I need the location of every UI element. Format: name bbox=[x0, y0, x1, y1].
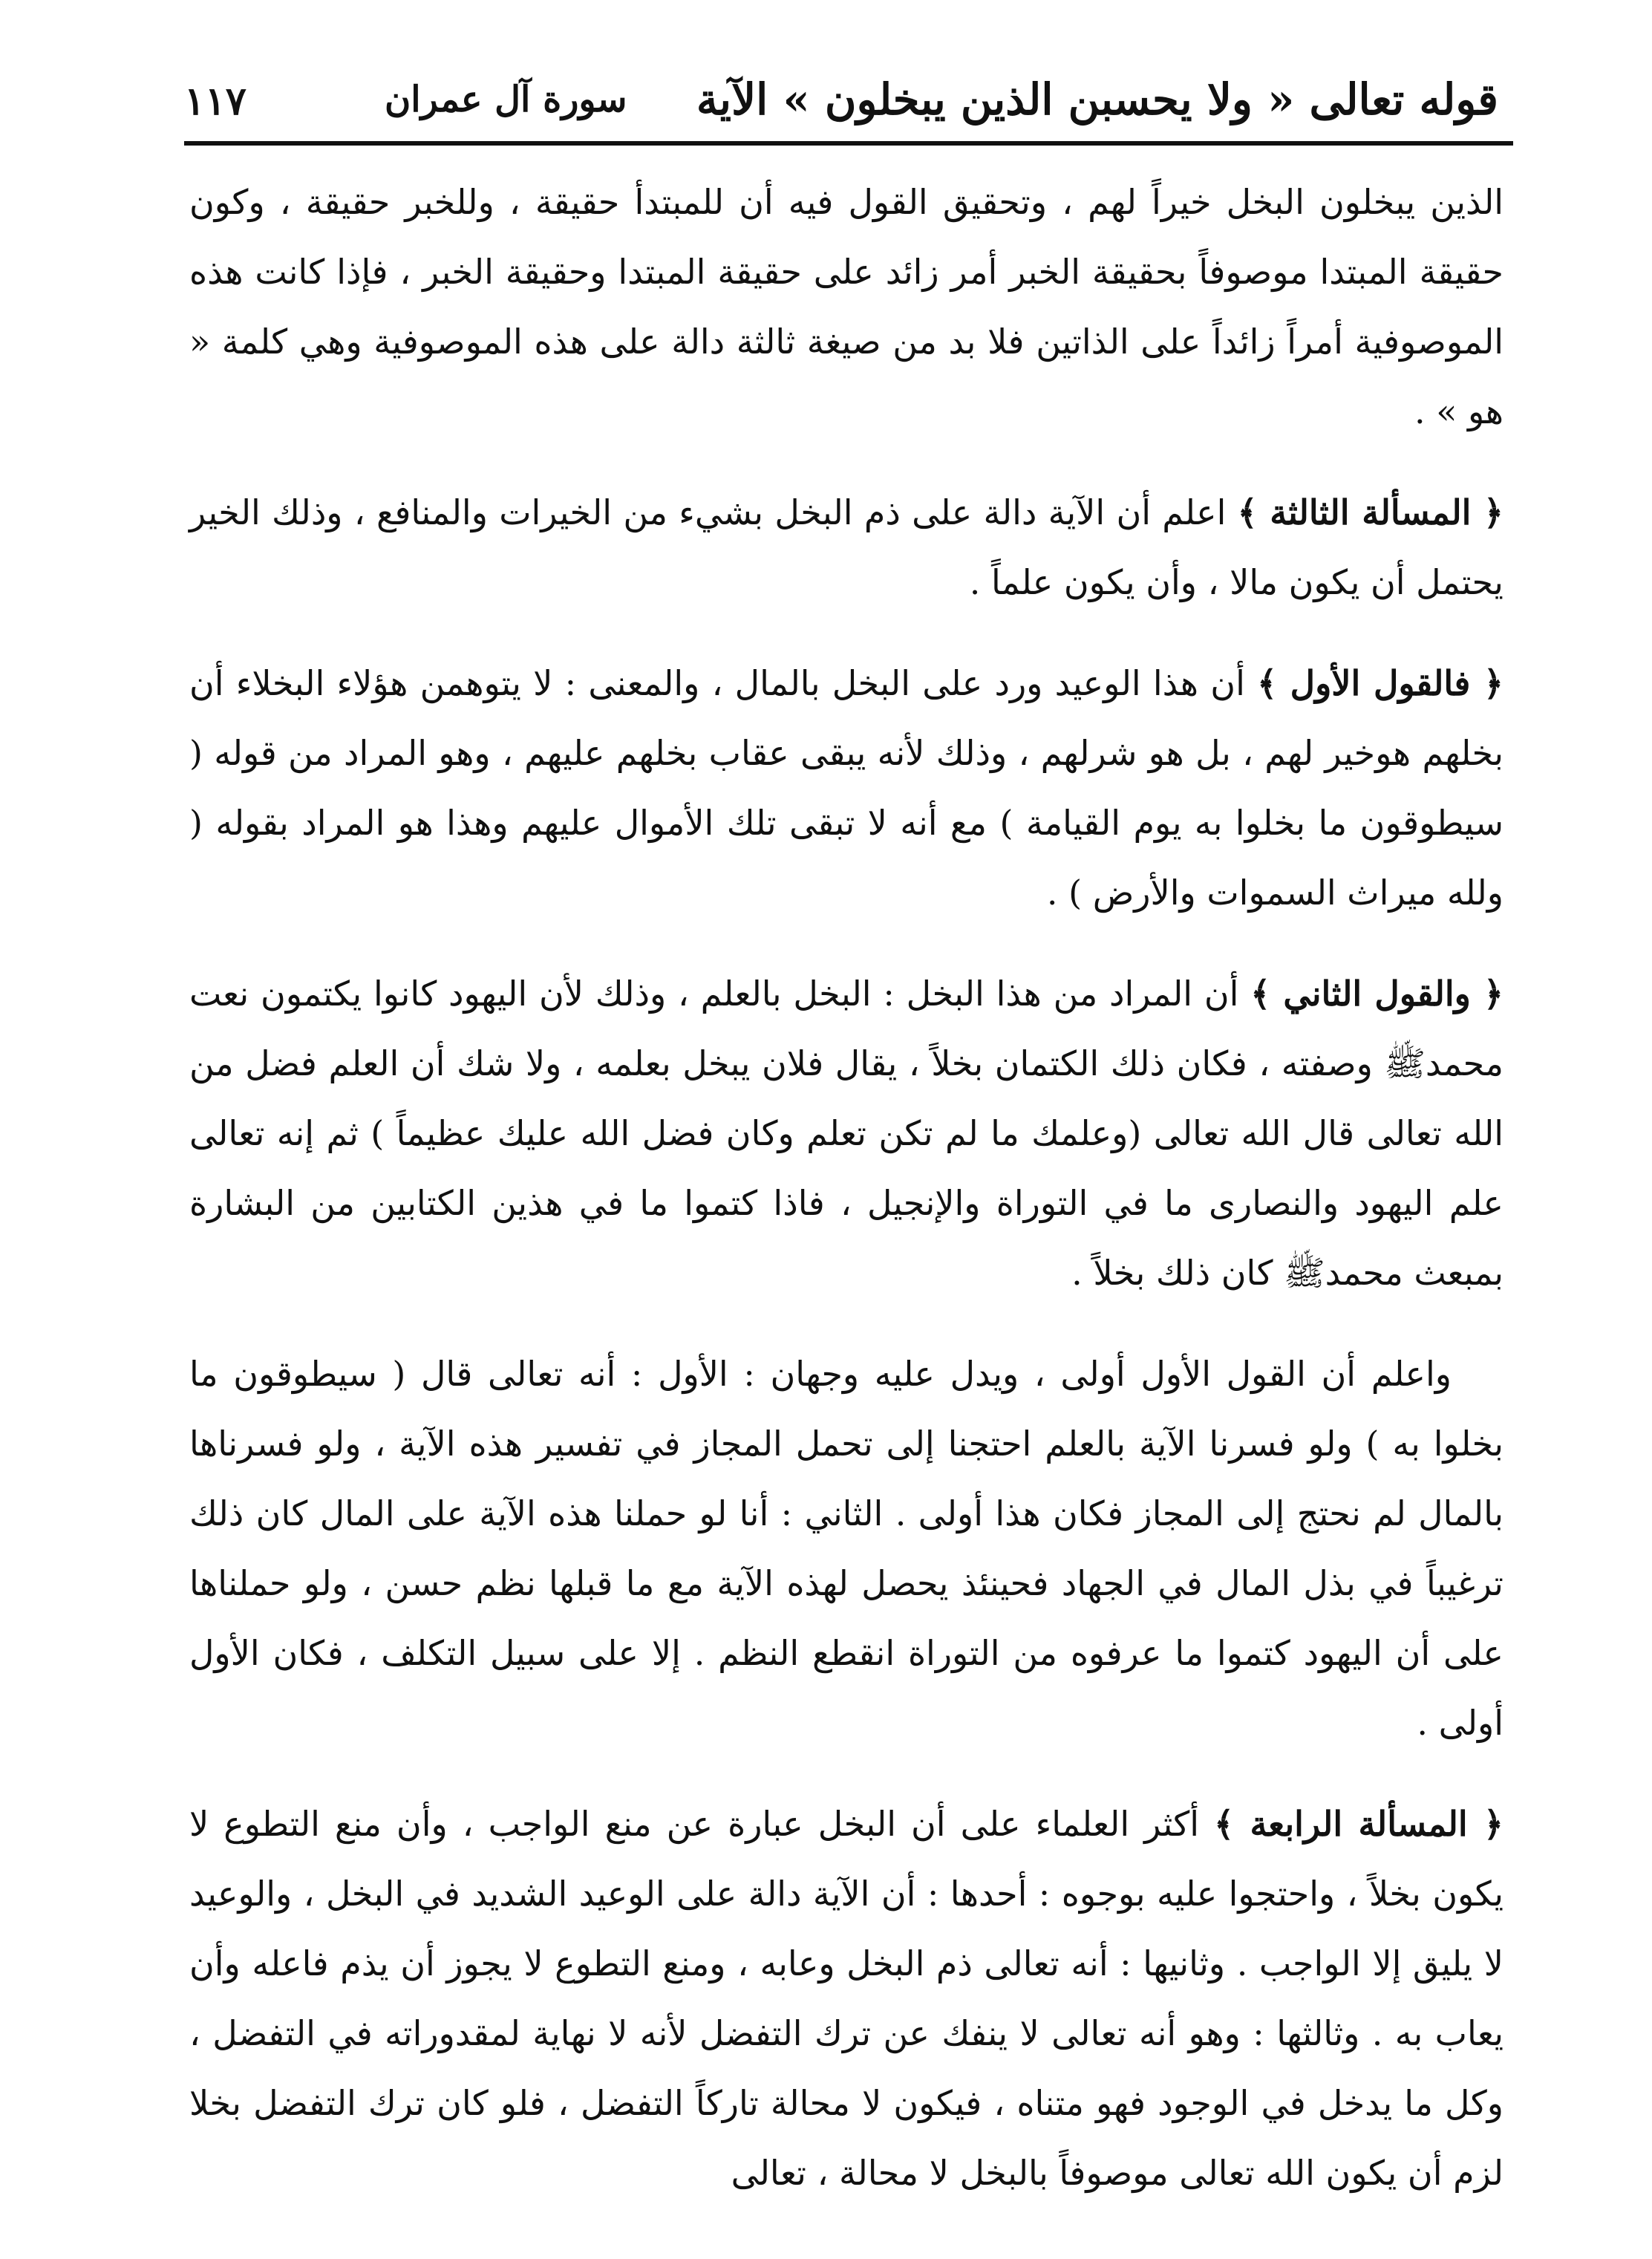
paragraph-text: أن المراد من هذا البخل : البخل بالعلم ، وذلك لأن اليهود كانوا يكتمون نعت محمدﷺ وصفته ، فكان ذلك الكتمان بخلاً ، يقال فلان يبخل بعلمه ، ولا شك أن العلم فضل من الله تعالى قال الله تعالى (وعلمك ما لم تكن تعلم وكان فضل الله عليك عظيماً ) ثم إنه تعالى علم اليهود والنصارى ما في التوراة والإنجيل ، فاذا كتموا ما في هذين الكتابين من البشارة بمبعث محمدﷺ كان ذلك بخلاً . bbox=[189, 974, 1504, 1293]
paragraph-5 bbox=[189, 1339, 1504, 1758]
page-number: ١١٧ bbox=[184, 79, 247, 124]
paragraph-4 bbox=[189, 959, 1504, 1308]
running-title: قوله تعالى « ولا يحسبن الذين يبخلون » الآية bbox=[696, 74, 1498, 125]
paragraph-text: أكثر العلماء على أن البخل عبارة عن منع الواجب ، وأن منع التطوع لا يكون بخلاً ، واحتجوا عليه بوجوه : أحدها : أن الآية دالة على الوعيد الشديد في البخل ، والوعيد لا يليق إلا الواجب . وثانيها : أنه تعالى ذم البخل وعابه ، ومنع التطوع لا يجوز أن يذم فاعله وأن يعاب به . وثالثها : وهو أنه تعالى لا ينفك عن ترك التفضل لأنه لا نهاية لمقدوراته في التفضل ، وكل ما يدخل في الوجود فهو متناه ، فيكون لا محالة تاركاً التفضل ، فلو كان ترك التفضل بخلا لزم أن يكون الله تعالى موصوفاً بالبخل لا محالة ، تعالى bbox=[189, 1804, 1504, 2193]
paragraph-1 bbox=[189, 167, 1504, 446]
paragraph-6 bbox=[189, 1789, 1504, 2208]
paragraph-3 bbox=[189, 648, 1504, 928]
page-header bbox=[184, 68, 1498, 143]
header-divider bbox=[184, 141, 1513, 146]
section-heading: ﴿ المسألة الثالثة ﴾ bbox=[1237, 492, 1504, 532]
paragraph-text: واعلم أن القول الأول أولى ، ويدل عليه وجهان : الأول : أنه تعالى قال ( سيطوقون ما بخلوا به ) ولو فسرنا الآية بالعلم احتجنا إلى تحمل المجاز في تفسير هذه الآية ، ولو فسرناها بالمال لم نحتج إلى المجاز فكان هذا أولى . الثاني : أنا لو حملنا هذه الآية على المال كان ذلك ترغيباً في بذل المال في الجهاد فحينئذ يحصل لهذه الآية مع ما قبلها نظم حسن ، ولو حملناها على أن اليهود كتموا ما عرفوه من التوراة انقطع النظم . إلا على سبيل التكلف ، فكان الأول أولى . bbox=[189, 1354, 1504, 1743]
surah-name: سورة آل عمران bbox=[385, 79, 627, 120]
paragraph-2 bbox=[189, 477, 1504, 617]
paragraph-text: اعلم أن الآية دالة على ذم البخل بشيء من الخيرات والمنافع ، وذلك الخير يحتمل أن يكون مالا ، وأن يكون علماً . bbox=[189, 492, 1504, 602]
section-heading: ﴿ المسألة الرابعة ﴾ bbox=[1214, 1804, 1504, 1844]
paragraph-text: الذين يبخلون البخل خيراً لهم ، وتحقيق القول فيه أن للمبتدأ حقيقة ، وللخبر حقيقة ، وكون حقيقة المبتدا موصوفاً بحقيقة الخبر أمر زائد على حقيقة المبتدا وحقيقة الخبر ، فإذا كانت هذه الموصوفية أمراً زائداً على الذاتين فلا بد من صيغة ثالثة دالة على هذه الموصوفية وهي كلمة « هو » . bbox=[189, 182, 1504, 431]
paragraph-text: أن هذا الوعيد ورد على البخل بالمال ، والمعنى : لا يتوهمن هؤلاء البخلاء أن بخلهم هوخير لهم ، بل هو شرلهم ، وذلك لأنه يبقى عقاب بخلهم عليهم ، وهو المراد من قوله ( سيطوقون ما بخلوا به يوم القيامة ) مع أنه لا تبقى تلك الأموال عليهم وهذا هو المراد بقوله ( ولله ميراث السموات والأرض ) . bbox=[189, 663, 1504, 913]
section-heading: ﴿ والقول الثاني ﴾ bbox=[1250, 974, 1504, 1014]
page-body bbox=[189, 167, 1504, 2239]
section-heading: ﴿ فالقول الأول ﴾ bbox=[1257, 663, 1504, 703]
